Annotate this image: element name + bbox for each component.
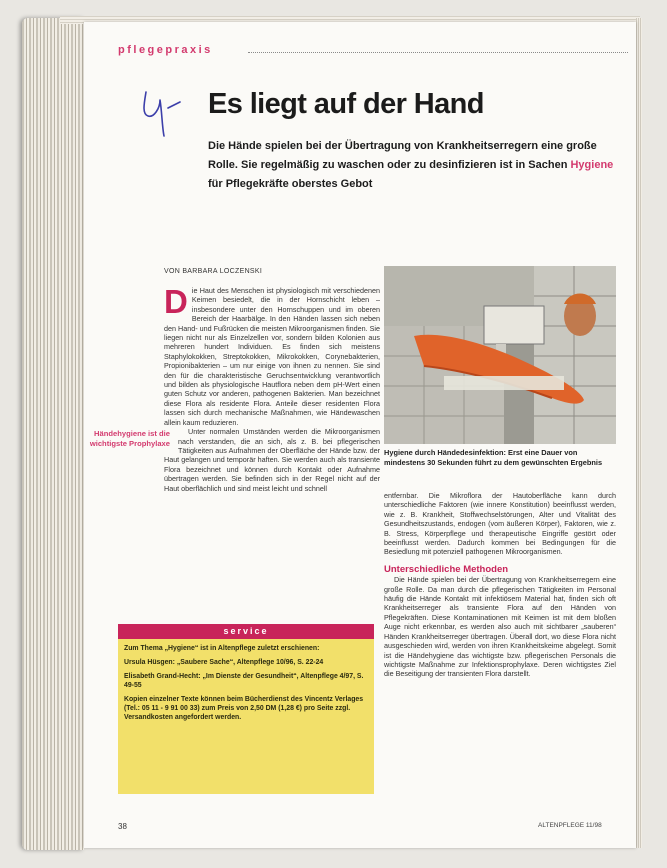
- service-reference-1: Ursula Hüsgen: „Saubere Sache“, Altenpflege 10/96, S. 22-24: [124, 659, 324, 666]
- margin-pull-quote: Händehygiene ist die wichtigste Prophylaxe: [89, 429, 170, 448]
- section-rubric: pflegepraxis: [118, 44, 213, 56]
- article-column-left: Die Haut des Menschen ist physiologisch mit verschiedenen Keimen besiedelt, die in der Hornschicht leben – insbesondere unter den Hornschuppen und im oberen Bereich der Haarbälge. In den Händen lassen sich neben den Hand- und Fußrücken die meisten Mikroorganismen finden. Sie liegen nicht nur als Einzelzellen vor, sondern bilden Kolonien aus mehreren hundert Individuen. Es finden sich meistens Staphylokokken, Streptokokken, Mikrokokken, Corynebakterien, Propionibakterien – um nur einige von ihnen zu nennen. Sie sind den für die charakteristische Geruchsentwicklung verantwortlich und bilden als physiologische Hautflora neben dem pH-Wert einen guten Schutz vor anderen, pathogenen Bakterien. Man bezeichnet diese Flora als residente Flora. Anteile dieser residenten Flora lassen sich durch mechanische Maßnahmen, wie Händewaschen allein kaum reduzieren. Händehygiene ist die wichtigste Prophylaxe Unter normalen Umständen werden die Mikroorganismen nach verstanden, die an sich, als z. B. bei pflegerischen Tätigkeiten aus Aufnahmen der Oberfläche der Hände bzw. der Haut gelangen und temporär haften. Sie werden auch als transiente Flora bezeichnet und können durch Kontakt oder Aufnahme übertragen werden. Sie befinden sich in der Regel nicht auf der Haut oberflächlich und sind meist leicht und schnell: [164, 286, 380, 493]
- drop-cap: D: [164, 283, 188, 320]
- service-box-body: [118, 639, 374, 722]
- page-number: 38: [118, 822, 127, 831]
- rubric-divider: [248, 52, 628, 53]
- service-box: [118, 624, 374, 794]
- section-heading: Unterschiedliche Methoden: [384, 563, 509, 575]
- photo-caption: Hygiene durch Händedesinfektion: Erst eine Dauer von mindestens 30 Sekunden führt zu dem gewünschten Ergebnis: [384, 448, 603, 467]
- binder-page-stack: [22, 18, 84, 850]
- service-box-title: service: [118, 624, 374, 639]
- binder-right-edge: [636, 18, 642, 848]
- article-column-right: entfernbar. Die Mikroflora der Hautoberfläche kann durch unterschiedliche Faktoren (wie innere Konstitution) beeinflusst werden, wie z. B. Krankheit, Stoffwechselstörungen, Alter und Vitalität des Gesundheitszustands, endogen (vom äußeren Körper), Faktoren, wie z. B. Stress, Körperpflege und therapeutische Eingriffe gestört oder beeinflusst werden. Dadurch kommen bei Bedingungen für die Besiedlung mit potenziell pathogenen Mikroorganismen. Unterschiedliche Methoden Die Hände spielen bei der Übertragung von Krankheitserregern eine große Rolle. Da man durch die pflegerischen Tätigkeiten im Personal häufig die Hände Kontakt mit infektiösem Material hat, finden sich oft Krankheitserreger als transiente Flora auf den Händen von Pflegekräften. Diese Kontaminationen mit Keimen ist mit dem bloßen Auge nicht erkennbar, es werden also auch mit sichtbarer „sauberen“ Händen Krankheitserreger übertragen. Überall dort, wo diese Flora nicht ausgeschieden wird, werden von ihren Krankheitskeime abgelegt. Somit ist die Händehygiene das wichtigste bzw. pflegerischen Personals die wichtigste Maßnahme zur Infektionsprophylaxe. Deren wichtigstes Ziel die Beseitigung der transienten Flora darstellt.: [384, 491, 616, 679]
- service-reference-2: Elisabeth Grand-Hecht: „Im Dienste der Gesundheit“, Altenpflege 4/97, S. 49-55: [124, 673, 364, 689]
- service-intro: Zum Thema „Hygiene“ ist in Altenpflege zuletzt erschienen:: [124, 645, 320, 652]
- article-deck: Die Hände spielen bei der Übertragung von Krankheitserregern eine große Rolle. Sie regelmäßig zu waschen oder zu desinfizieren ist in Sachen Hygiene für Pflegekräfte oberstes Gebot: [208, 140, 614, 190]
- author-byline: VON BARBARA LOCZENSKI: [164, 268, 263, 275]
- handwashing-photo: [384, 266, 616, 444]
- page-title: Es liegt auf der Hand: [208, 88, 484, 120]
- issue-footer: ALTENPFLEGE 11/98: [538, 822, 602, 829]
- deck-highlight: Hygiene: [570, 159, 614, 171]
- handwritten-mark: [138, 86, 184, 138]
- service-order-info: Kopien einzelner Texte können beim Bücherdienst des Vincentz Verlages (Tel.: 05 11 - 9 91 00 33) zum Preis von 2,50 DM (1,28 €) pro Seite zzgl. Versandkosten angefordert werden.: [124, 696, 364, 721]
- article-photo: [384, 266, 616, 444]
